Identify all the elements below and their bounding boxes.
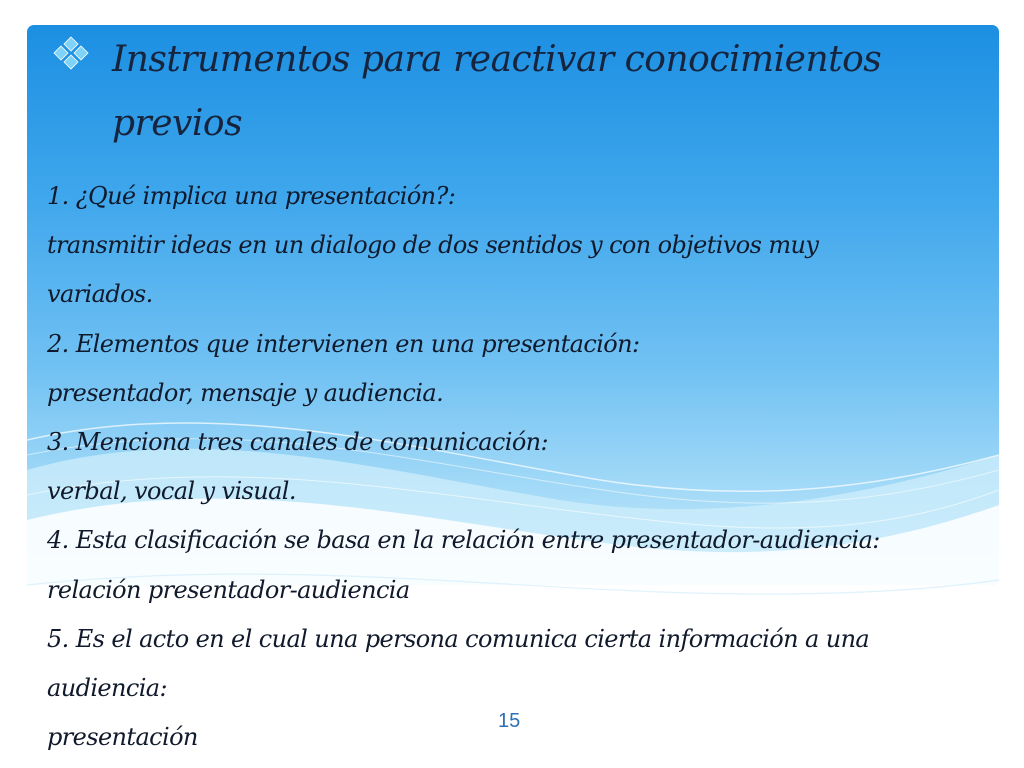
question-3: 3. Menciona tres canales de comunicación: <box>47 428 549 457</box>
question-5-line-1: 5. Es el acto en el cual una persona comunica cierta información a una <box>47 624 870 653</box>
answer-2: presentador, mensaje y audiencia. <box>47 378 444 407</box>
answer-4: relación presentador-audiencia <box>47 575 410 604</box>
answer-1-line-1: transmitir ideas en un dialogo de dos sentidos y con objetivos muy <box>47 231 819 260</box>
answer-5: presentación <box>47 723 198 752</box>
question-2: 2. Elementos que intervienen en una presentación: <box>47 329 640 358</box>
page-number: 15 <box>498 710 521 732</box>
slide-body <box>47 172 997 762</box>
question-4: 4. Esta clasificación se basa en la relación entre presentador-audiencia: <box>47 526 880 555</box>
question-1: 1. ¿Qué implica una presentación?: <box>47 182 456 210</box>
answer-1-line-2: variados. <box>47 280 153 309</box>
slide-title: Instrumentos para reactivar conocimientos previos <box>112 39 882 144</box>
diamond-bullet-icon <box>50 36 92 70</box>
question-5-line-2: audiencia: <box>47 674 167 703</box>
answer-3: verbal, vocal y visual. <box>47 477 296 506</box>
